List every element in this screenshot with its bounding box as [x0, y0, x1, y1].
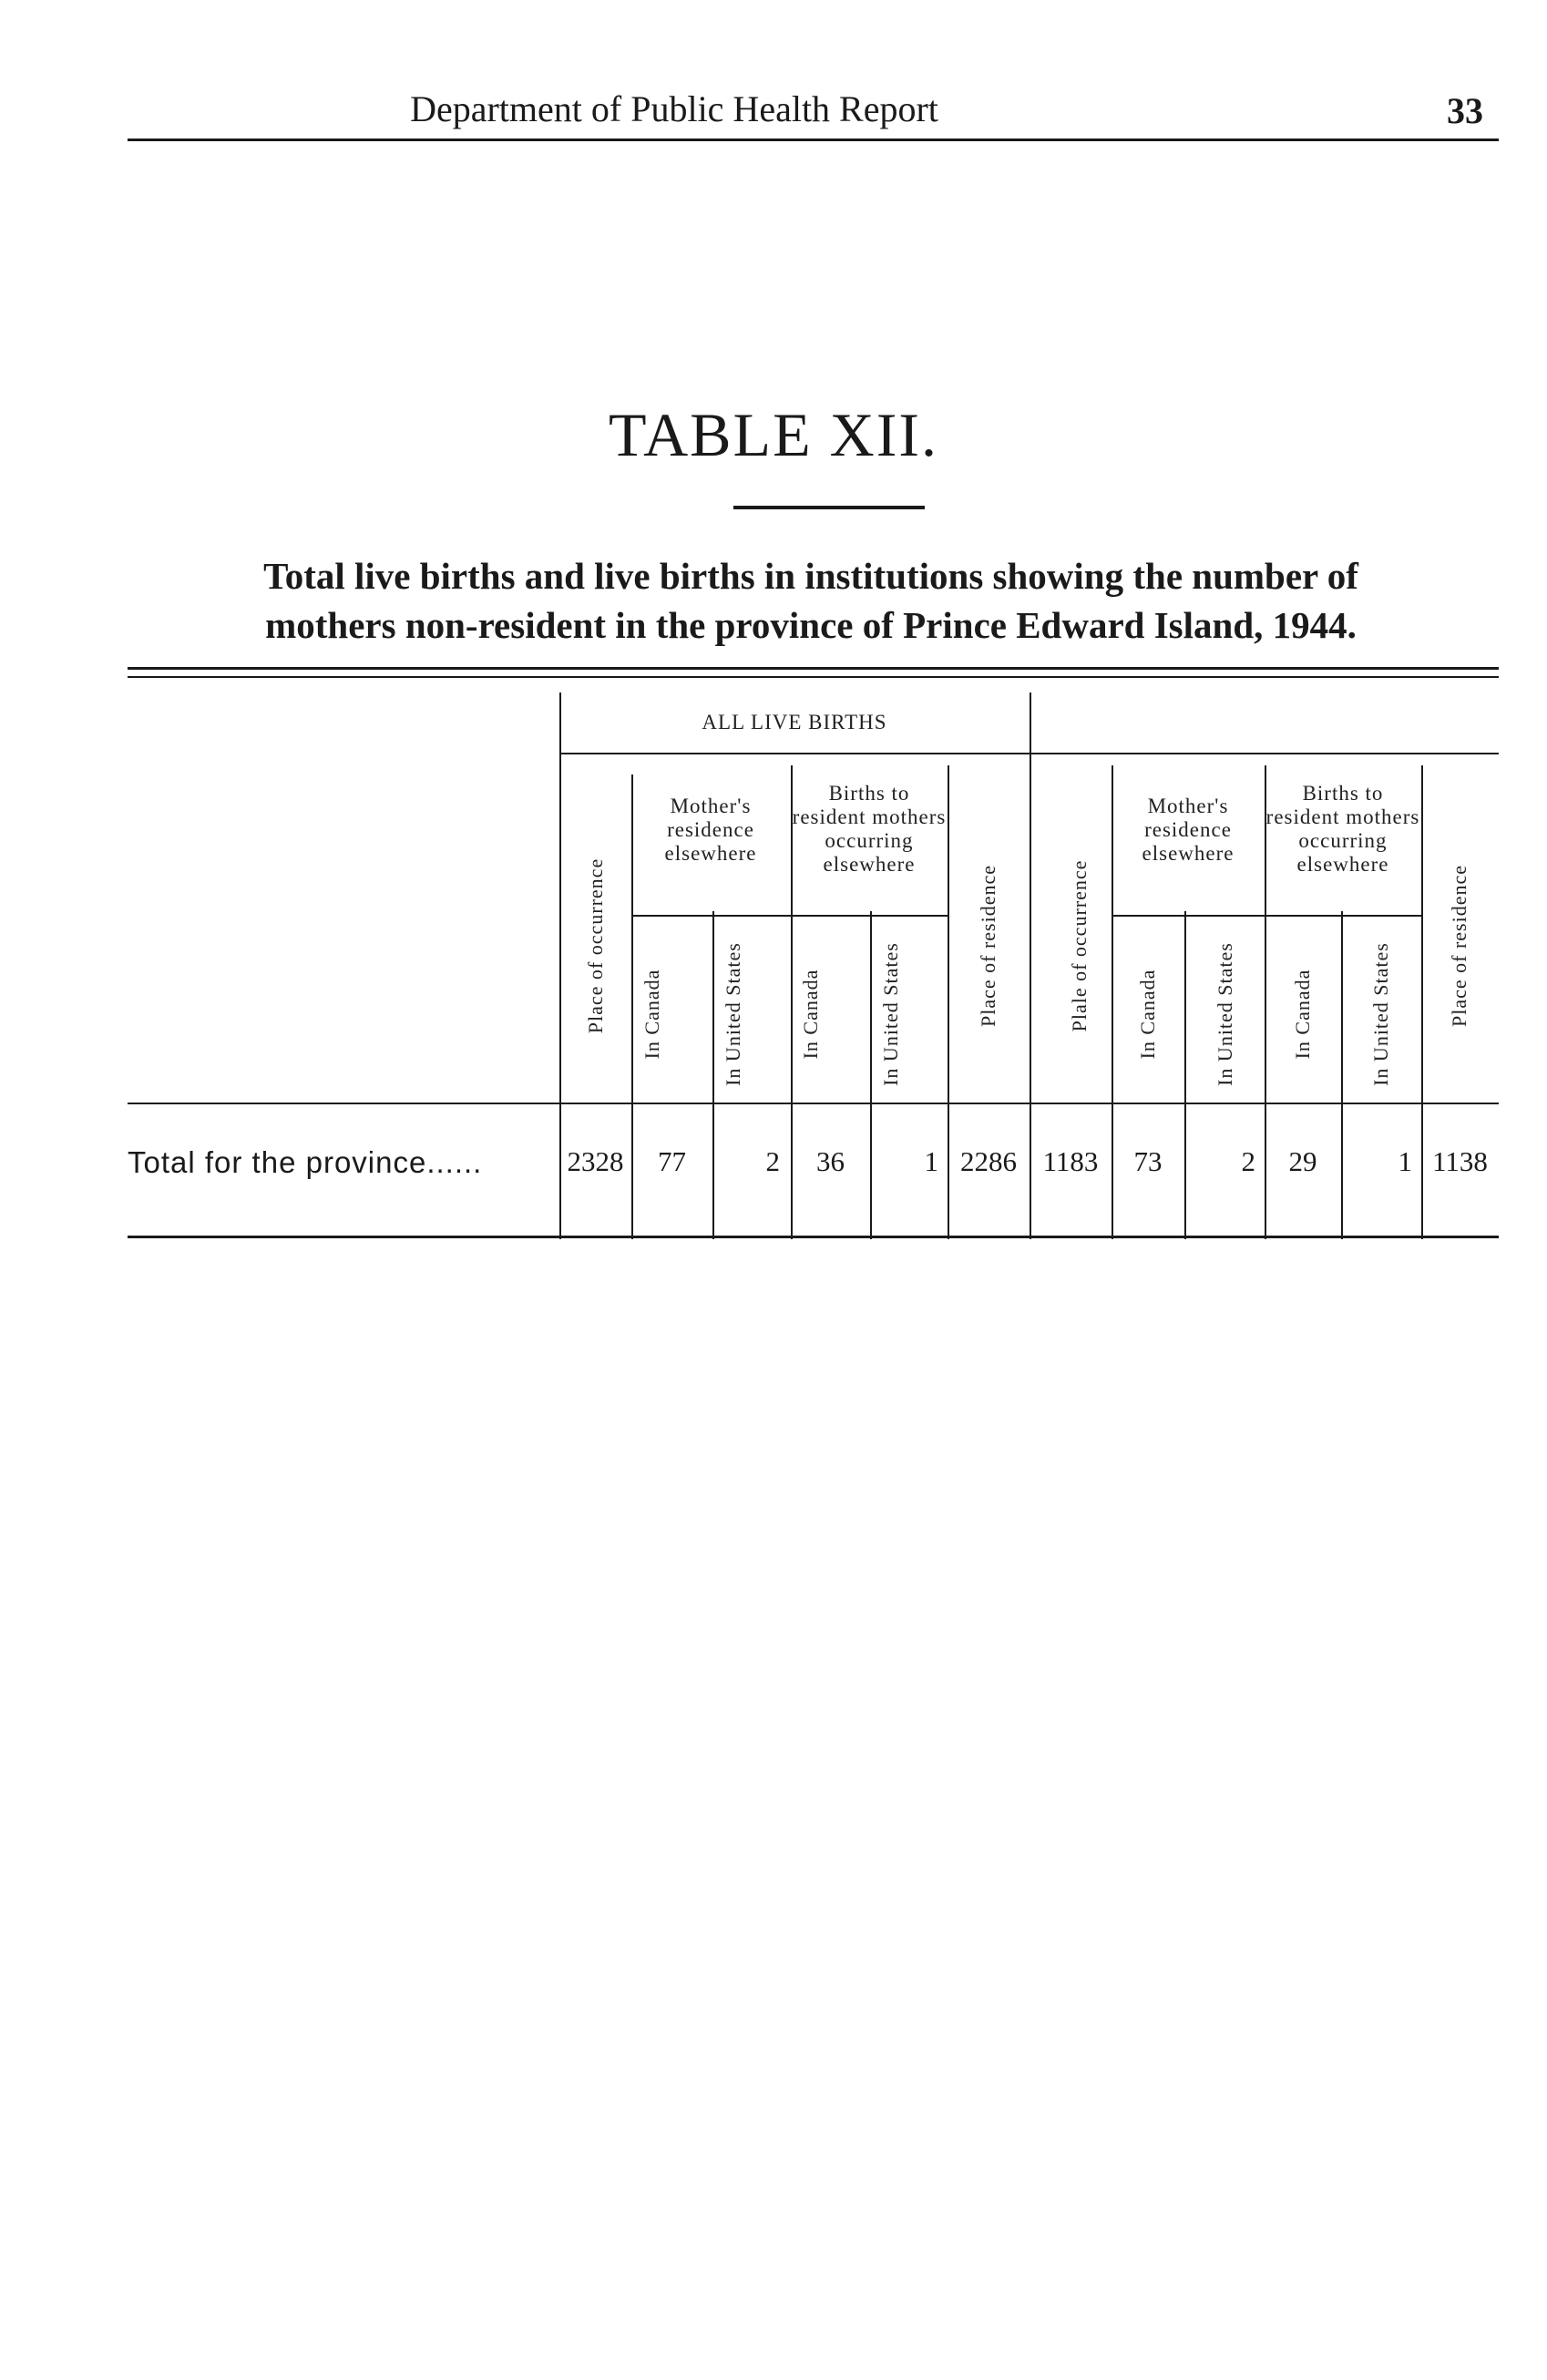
- subheader-mothers-residence: Mother's residence elsewhere: [664, 795, 757, 865]
- subgroup-rule: [631, 915, 791, 917]
- subgroup-rule: [791, 915, 948, 917]
- table-bottom-rule: [128, 1236, 1499, 1238]
- col-divider: [1184, 911, 1186, 1239]
- caption-line-1: Total live births and live births in institutions showing the number of: [263, 555, 1358, 597]
- col-header-in-united-states: In United States: [1369, 942, 1392, 1086]
- col-header-in-canada: In Canada: [1291, 969, 1314, 1060]
- col-header-in-united-states: In United States: [722, 942, 744, 1086]
- col-header-in-united-states: In United States: [879, 942, 902, 1086]
- header-rule: [128, 138, 1499, 141]
- col-header-plale-of-occurrence: Plale of occurrence: [1068, 859, 1091, 1032]
- running-header: Department of Public Health Report: [410, 88, 938, 129]
- subgroup-rule: [1265, 915, 1421, 917]
- cell-place-of-residence: 1138: [1432, 1145, 1488, 1177]
- group-rule: [1030, 753, 1499, 754]
- cell-in-canada: 36: [816, 1145, 845, 1177]
- col-header-in-canada: In Canada: [1136, 969, 1159, 1060]
- col-divider: [870, 911, 872, 1239]
- col-divider: [712, 911, 714, 1239]
- subheader-mothers-residence: Mother's residence elsewhere: [1142, 795, 1235, 865]
- page-number: 33: [1447, 90, 1483, 131]
- cell-place-of-occurrence: 2328: [567, 1145, 624, 1177]
- cell-place-of-residence: 2286: [960, 1145, 1017, 1177]
- row-label: Total for the province......: [128, 1145, 483, 1179]
- subgroup-rule: [1112, 915, 1265, 917]
- col-header-in-canada: In Canada: [799, 969, 822, 1060]
- cell-plale-of-occurrence: 1183: [1042, 1145, 1099, 1177]
- group-rule: [559, 753, 1030, 754]
- col-divider: [1341, 911, 1343, 1239]
- group-header-all-live-births: ALL LIVE BIRTHS: [702, 711, 887, 733]
- caption-line-2: mothers non-resident in the province of Prince Edward Island, 1944.: [265, 604, 1357, 646]
- cell-in-united-states: 1: [924, 1145, 938, 1177]
- cell-in-united-states: 1: [1398, 1145, 1412, 1177]
- subheader-births-to-resident: Births to resident mothers occurring elsewhere: [792, 782, 947, 876]
- cell-in-canada: 77: [658, 1145, 686, 1177]
- col-header-place-of-residence: Place of residence: [977, 864, 999, 1028]
- col-header-in-united-states: In United States: [1214, 942, 1236, 1086]
- title-underline: [733, 506, 925, 509]
- col-header-in-canada: In Canada: [640, 969, 663, 1060]
- col-header-place-of-occurrence: Place of occurrence: [584, 857, 607, 1034]
- subheader-births-to-resident: Births to resident mothers occurring elsewhere: [1265, 782, 1420, 876]
- table-title: TABLE XII.: [608, 400, 939, 469]
- table-top-rule-2: [128, 676, 1499, 678]
- col-header-place-of-residence: Place of residence: [1448, 864, 1470, 1028]
- cell-in-canada: 29: [1288, 1145, 1317, 1177]
- cell-in-canada: 73: [1133, 1145, 1163, 1177]
- cell-in-united-states: 2: [1241, 1145, 1255, 1177]
- table-caption: [128, 551, 1494, 650]
- table-top-rule-1: [128, 667, 1499, 670]
- cell-in-united-states: 2: [765, 1145, 780, 1177]
